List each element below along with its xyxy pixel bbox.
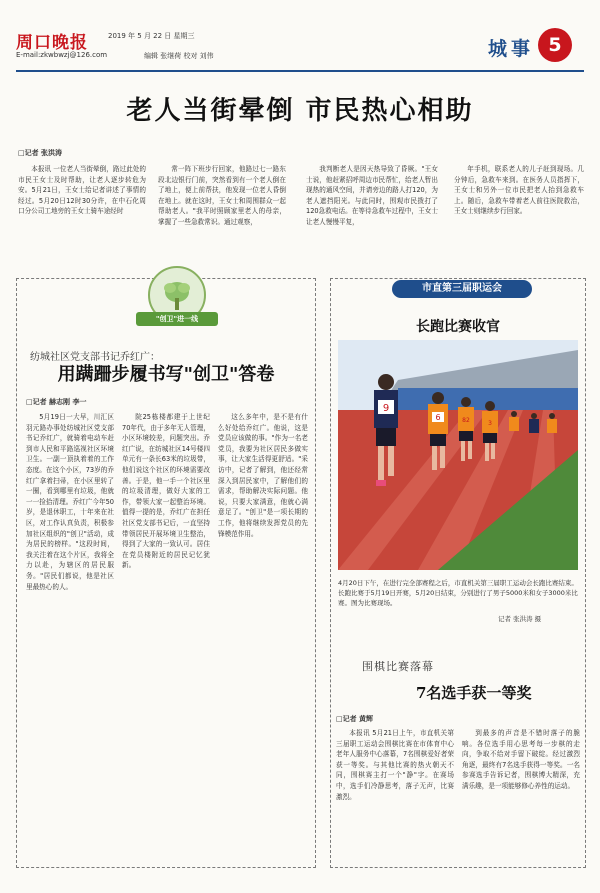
- left-story-kicker: 纺城社区党支部书记乔红广：: [30, 352, 160, 363]
- svg-text:3: 3: [488, 420, 492, 427]
- go-story-column-1: 本报讯 5月21日上午，市直机关第三届职工运动会围棋比赛在市体育中心老年人服务中心落幕，7名围棋爱好者荣获一等奖。与其他比赛的热火朝天不同，围棋赛主打一个"静"字。在赛场中，选手们冷静思考，落子无声，比赛激烈。: [336, 729, 454, 801]
- section-title: 城事: [487, 38, 534, 60]
- top-story-column-3: 我判断老人是因天热导致了昏厥。"王女士说，他赶紧招呼周边市民帮忙，给老人暂出现热的通风空间，并请旁边的路人打120，为老人遮挡阳光。与此同时，围观市民拨打了120急救电话。在等待急救车过程中，王女士让老人慢慢平复，: [306, 165, 438, 226]
- svg-text:9: 9: [382, 403, 390, 414]
- photo-caption: 4月20日下午，在进行完全部赛程之后，市直机关第三届职工运动会长跑比赛结束。长跑比赛于5月19日开赛，5月20日结束，分别进行了男子5000米和女子3000米比赛。图为比赛现场。: [338, 579, 578, 607]
- race-photo: [338, 340, 578, 570]
- top-story-column-2: 常一阵下班步行回家，他路过七一路东段北边银行门前，突然看到有一个老人倒在了地上，便上前帮扶，他发现一位老人昏倒在地上。就在这时，王女士和周围群众一起帮助老人。"我平时照顾家里老人的母亲，掌握了一些急救常识。通过观察，: [158, 165, 286, 226]
- top-story-byline: □记者 张洪涛: [18, 149, 63, 157]
- left-story-column-1: 5月19日一大早，川汇区羽元路办事处纺城社区党支部书记乔红广，就骑着电动车赶到市人民和平路巡视社区环境卫生。一副一顶执着着的工作态度。在这个小区，73岁的乔红广拿着扫帚，在小区里转了一圈，看到哪里有垃圾，他就一一捡拾清理。乔红广今年50岁，是退休职工，十年来在社区，对工作认真负责，积极参加社区组织的"创卫"活动，成为居民的榜样。"这段时间，我关注着在这个片区，我将全力以赴，为辖区的居民服务。"居民们都说，他是社区里最热心的人。: [26, 413, 114, 591]
- left-story-headline: 用蹒跚步履书写"创卫"答卷: [57, 364, 275, 385]
- masthead: [16, 28, 584, 70]
- go-story-column-2: 到最多的声音是不错时落子的脆响。各位选手用心思考每一步棋的走向，争取不给对手留下破绽。经过激烈角逐，最终有7名选手获得一等奖。一名参赛选手告诉记者，围棋博大精深，充满乐趣，是一项能够修心养性的运动。: [462, 729, 580, 790]
- left-story-column-2: 院25栋楼都建于上世纪70年代，由于多年无人管理，小区环境较差，问题突出。乔红广说，在纺城社区14号楼四单元有一条长63米的垃圾带，他们说这个社区的环境需要改善。于是，他一手一个社区里的垃圾清理，做好大家的工作，带领大家一起整治环境。值得一提的是，乔红广在担任社区党支部书记后，一直坚持带领居民开展环境卫生整治，得到了大家的一致认可。居住在党员楼附近的居民记忆犹新。: [122, 413, 210, 570]
- editor-credit: 编辑 张继荷 校对 刘伟: [144, 52, 214, 60]
- left-story-column-3: 这么多年中，是不是有什么好处给乔红广。他说，这是党员应该做的事。"作为一名老党员，我要为社区居民多做实事，让大家生活得更舒适。"采访中，记者了解到，他还经常深入到居民家中，了解他们的需求，帮助解决实际问题。他说，只要大家满意，他就心满意足了。"创卫"是一项长期的工作，他将继续发挥党员的先锋模范作用。: [218, 413, 308, 538]
- left-story-byline: □记者 赫志刚 李一: [26, 398, 87, 406]
- go-story-kicker: 围棋比赛落幕: [362, 660, 434, 673]
- svg-text:6: 6: [435, 413, 441, 422]
- top-story: [18, 148, 584, 260]
- page-number-badge: 5: [538, 28, 572, 62]
- masthead-rule: [16, 70, 584, 72]
- top-story-column-1: 本报讯 一位老人当街晕倒，路过此处的市民王女士及时帮助，让老人逐步转危为安。5月21日，王女士给记者讲述了事情的经过。5月20日12时30分许，在中石化周口分公司工地旁的王女士骑车途经时: [18, 165, 146, 216]
- dateline: 2019 年 5 月 22 日 星期三: [108, 32, 195, 40]
- right-story-kicker: 市直第三届职运会: [392, 280, 532, 298]
- go-story-byline: □记者 黄辉: [336, 715, 374, 723]
- top-story-column-4: 年手机，联系老人的儿子赶到现场。几分钟后，急救车来到。在医务人员指挥下，王女士和另外一位市民把老人抬到急救车上。随后，急救车带着老人前往医院救治，王女士则继续步行回家。: [454, 165, 584, 216]
- photo-credit: 记者 张洪涛 摄: [498, 615, 542, 623]
- newspaper-logo: 周口晚报: [16, 33, 88, 53]
- badge-label: "创卫"进一线: [136, 312, 218, 326]
- right-story-headline: 长跑比赛收官: [416, 319, 500, 335]
- svg-text:82: 82: [462, 417, 470, 424]
- go-story-headline: 7名选手获一等奖: [416, 684, 532, 702]
- main-headline: 老人当街晕倒 市民热心相助: [126, 96, 474, 126]
- email-address: E-mail:zkwbwzj@126.com: [16, 51, 108, 59]
